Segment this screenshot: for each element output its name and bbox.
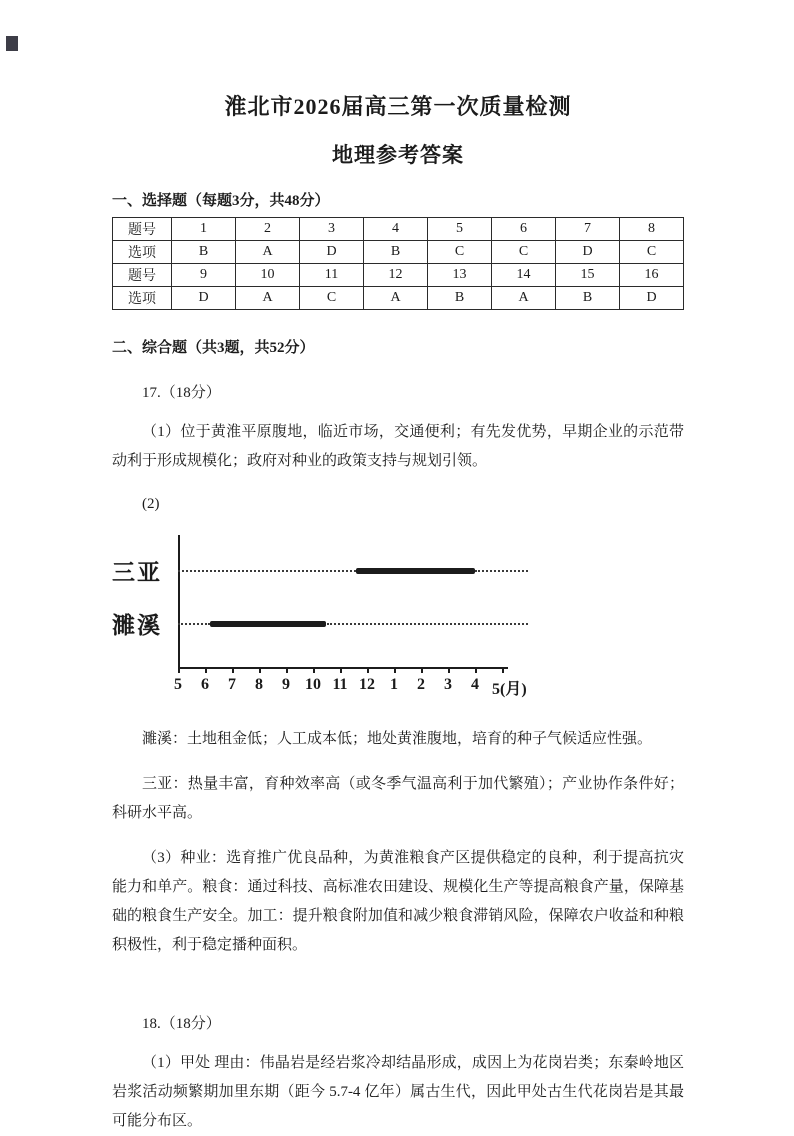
answer-cell: B bbox=[172, 241, 236, 264]
answer-table-row bbox=[113, 241, 684, 264]
answer-cell: 1 bbox=[172, 218, 236, 241]
x-tick-label: 6 bbox=[201, 676, 209, 693]
dotted-line-segment bbox=[327, 623, 529, 625]
x-axis-tick bbox=[232, 669, 234, 673]
x-tick-label: 5 bbox=[174, 676, 182, 693]
question-18-number: 18.（18分） bbox=[142, 1016, 221, 1032]
answer-cell: A bbox=[236, 287, 300, 310]
row-header-cell: 选项 bbox=[113, 287, 172, 310]
q17-note-sanya: 三亚：热量丰富，育种效率高（或冬季气温高利于加代繁殖）；产业协作条件好；科研水平高。 bbox=[112, 776, 684, 821]
comprehensive-section-heading: 二、综合题（共3题，共52分） bbox=[112, 340, 315, 356]
q17-answer-2-label: (2) bbox=[142, 496, 160, 512]
answer-cell: 15 bbox=[556, 264, 620, 287]
x-axis-tick bbox=[340, 669, 342, 673]
answer-cell: D bbox=[300, 241, 364, 264]
document-subtitle: 地理参考答案 bbox=[332, 143, 464, 167]
answer-cell: B bbox=[364, 241, 428, 264]
answer-cell: 13 bbox=[428, 264, 492, 287]
answer-cell: 10 bbox=[236, 264, 300, 287]
x-tick-label: 2 bbox=[417, 676, 425, 693]
x-axis-tick bbox=[367, 669, 369, 673]
answer-cell: 11 bbox=[300, 264, 364, 287]
x-tick-label: 11 bbox=[332, 676, 348, 693]
answer-table-row bbox=[113, 218, 684, 241]
answer-table bbox=[112, 217, 684, 310]
x-axis-tick bbox=[205, 669, 207, 673]
answer-cell: 9 bbox=[172, 264, 236, 287]
answer-cell: C bbox=[492, 241, 556, 264]
breeding-timeline-chart bbox=[112, 527, 592, 709]
x-tick-label: 4 bbox=[471, 676, 479, 693]
answer-cell: 3 bbox=[300, 218, 364, 241]
x-axis-tick bbox=[313, 669, 315, 673]
solid-bar-segment bbox=[210, 621, 326, 627]
answer-cell: 7 bbox=[556, 218, 620, 241]
dotted-line-segment bbox=[475, 570, 528, 572]
document-title: 淮北市2026届高三第一次质量检测 bbox=[224, 94, 572, 119]
answer-cell: A bbox=[236, 241, 300, 264]
x-tick-label: 8 bbox=[255, 676, 263, 693]
answer-table-row bbox=[113, 287, 684, 310]
answer-cell: A bbox=[492, 287, 556, 310]
q17-answer-1: （1）位于黄淮平原腹地，临近市场，交通便利；有先发优势，早期企业的示范带动利于形成规模化；政府对种业的政策支持与规划引领。 bbox=[112, 424, 684, 469]
q17-note-suixi: 濉溪：土地租金低；人工成本低；地处黄淮腹地，培育的种子气候适应性强。 bbox=[142, 731, 653, 747]
answer-cell: C bbox=[428, 241, 492, 264]
answer-cell: D bbox=[556, 241, 620, 264]
x-tick-label: 1 bbox=[390, 676, 398, 693]
q18-answer-1: （1）甲处 理由：伟晶岩是经岩浆冷却结晶形成，成因上为花岗岩类；东秦岭地区岩浆活动频繁期加里东期（距今 5.7-4 亿年）属古生代，因此甲处古生代花岗岩是其最可能分布区。 bbox=[112, 1055, 684, 1129]
x-axis-tick bbox=[421, 669, 423, 673]
answer-cell: C bbox=[300, 287, 364, 310]
answer-cell: 4 bbox=[364, 218, 428, 241]
answer-cell: 16 bbox=[620, 264, 684, 287]
x-axis-tick bbox=[394, 669, 396, 673]
row-header-cell: 题号 bbox=[113, 264, 172, 287]
answer-cell: B bbox=[428, 287, 492, 310]
answer-cell: C bbox=[620, 241, 684, 264]
x-tick-label: 7 bbox=[228, 676, 236, 693]
x-axis-tick bbox=[286, 669, 288, 673]
x-tick-label: 10 bbox=[305, 676, 321, 693]
x-axis-tick bbox=[475, 669, 477, 673]
answer-cell: 12 bbox=[364, 264, 428, 287]
row-header-cell: 题号 bbox=[113, 218, 172, 241]
x-axis-tick bbox=[502, 669, 504, 673]
dotted-line-segment bbox=[178, 570, 356, 572]
choice-section-heading: 一、选择题（每题3分，共48分） bbox=[112, 193, 330, 209]
answer-cell: 5 bbox=[428, 218, 492, 241]
answer-cell: 14 bbox=[492, 264, 556, 287]
answer-cell: A bbox=[364, 287, 428, 310]
timeline-row-label: 三亚 bbox=[112, 560, 162, 585]
solid-bar-segment bbox=[356, 568, 475, 574]
x-axis-tick bbox=[259, 669, 261, 673]
scan-artifact bbox=[6, 36, 18, 51]
answer-cell: 6 bbox=[492, 218, 556, 241]
answer-cell: D bbox=[172, 287, 236, 310]
answer-cell: B bbox=[556, 287, 620, 310]
dotted-line-segment bbox=[178, 623, 210, 625]
x-tick-label: 12 bbox=[359, 676, 375, 693]
x-axis-line bbox=[178, 667, 508, 669]
answer-table-row bbox=[113, 264, 684, 287]
x-tick-label: 9 bbox=[282, 676, 290, 693]
q17-answer-3: （3）种业：选育推广优良品种，为黄淮粮食产区提供稳定的良种，利于提高抗灾能力和单产。粮食：通过科技、高标准农田建设、规模化生产等提高粮食产量，保障基础的粮食生产安全。加工：提升粮食附加值和减少粮食滞销风险，保障农户收益和种粮积极性，利于稳定播种面积。 bbox=[112, 850, 684, 953]
x-axis-tick bbox=[448, 669, 450, 673]
x-tick-label: 3 bbox=[444, 676, 452, 693]
question-17-number: 17.（18分） bbox=[142, 385, 221, 401]
answer-cell: 2 bbox=[236, 218, 300, 241]
answer-cell: D bbox=[620, 287, 684, 310]
answer-cell: 8 bbox=[620, 218, 684, 241]
x-tick-label: 5(月) bbox=[492, 681, 527, 698]
row-header-cell: 选项 bbox=[113, 241, 172, 264]
x-axis-tick bbox=[178, 669, 180, 673]
y-axis-line bbox=[178, 535, 180, 669]
timeline-row-label: 濉溪 bbox=[112, 613, 162, 638]
